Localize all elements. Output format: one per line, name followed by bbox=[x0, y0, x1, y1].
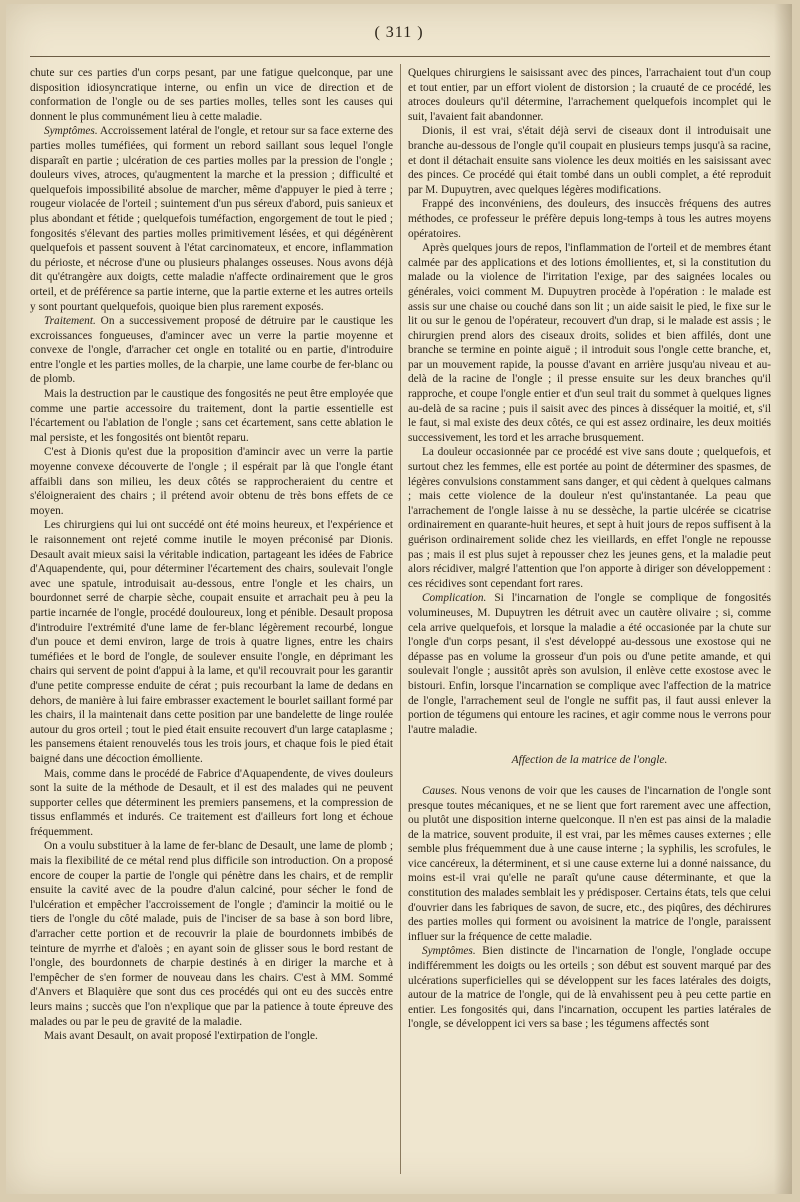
section-title: Affection de la matrice de l'ongle. bbox=[511, 754, 668, 767]
paragraph-text: Frappé des inconvéniens, des douleurs, des insuccès fréquens des autres méthodes, ce professeur le préfère depuis long-temps à tous les autres moyens opératoires. bbox=[408, 198, 771, 240]
newspaper-page bbox=[6, 4, 792, 1194]
header-rule bbox=[30, 56, 770, 57]
paragraph-text: Si l'incarnation de l'ongle se complique de fongosités volumineuses, M. Dupuytren les détruit avec un cautère olivaire ; si, comme cela arrive quelquefois, et lorsque la maladie a été occasionée par la chute sur l'ongle d'un corps pesant, il s'est développé au-dessous une exostose qui ne dépasse pas en volume la grosseur d'un pois ou d'une petite amande, et qui soulevait l'ongle ; aussitôt après son avulsion, il enlève cette exostose avec le bistouri. Enfin, lorsque l'incarnation se complique avec l'affection de la matrice de l'ongle, l'arrachement seul de l'ongle ne suffit pas, il faut aussi enlever la portion de tégumens qui entoure les racines, et agir comme nous le verrons pour l'autre maladie. bbox=[408, 592, 771, 736]
paragraph-text: Nous venons de voir que les causes de l'incarnation de l'ongle sont presque toutes mécaniques, et ne se lient que fort rarement avec une affection, ou plutôt une disposition interne quelconque. Il n'en est pas ainsi de la maladie de la matrice, souvent produite, il est vrai, par les mêmes causes externes ; elle semble plus fréquemment due à une cause interne ; la syphilis, les scrofules, le vice cancéreux, la déterminent, et si une cause externe lui a donné naissance, du moins est-il vrai qu'elle ne paraît qu'une cause déterminante, et que la constitution des malades semblait les y prédisposer. Certains états, tels que celui d'ouvrier dans les fabriques de savon, de sucre, etc., des piqûres, des déchirures des parties molles qui forment ou avoisinent la matrice de l'ongle, paraissent influer sur la fréquence de cette maladie. bbox=[408, 784, 771, 943]
paragraph-text: On a voulu substituer à la lame de fer-blanc de Desault, une lame de plomb ; mais la flexibilité de ce métal rend plus difficile son introduction. On a proposé encore de couper la partie de l'ongle qui pénètre dans les chairs, et de remplir ensuite la cavité avec de la poudre d'alun calciné, pour sécher le fond de l'ulcération et empêcher l'accroissement de l'ongle ; d'amincir la moitié ou le tiers de l'ongle du côté malade, puis de l'inciser de sa base à son bord libre, d'arracher cette portion et de recouvrir la plaie de bourdonnets imbibés de teinture de myrrhe et d'aloès ; en ayant soin de glisser sous le bord restant de l'ongle, des bourdonnets de charpie destinés à en diriger la marche et à l'empêcher de s'en former de nouveau dans les chairs. C'est à MM. Sommé d'Anvers et Blaquière que sont dus ces procédés qui ont eu des succès entre leurs mains ; succès que l'on n'explique que par la patience à toute épreuve des malades ou par le peu de gravité de la maladie. bbox=[30, 840, 393, 1028]
paragraph bbox=[30, 518, 393, 766]
paragraph-text: On a successivement proposé de détruire par le caustique les excroissances fongueuses, d'amincer avec un verre la partie moyenne et convexe de l'ongle, d'arracher cet ongle en totalité ou en partie, d'introduire entre l'ongle et les parties molles, de la charpie, une lame courbe de fer-blanc ou de plomb. bbox=[30, 315, 393, 386]
paragraph-text: Mais la destruction par le caustique des fongosités ne peut être employée que comme une partie accessoire du traitement, dont la partie essentielle est l'écartement ou l'ablation de l'ongle ; sans cet écartement, sans cette ablation le mal persiste, et les fongosités ont bientôt reparu. bbox=[30, 388, 393, 444]
paragraph-text: Mais, comme dans le procédé de Fabrice d'Aquapendente, de vives douleurs sont la suite de la méthode de Desault, et il est des malades qui ne peuvent supporter celles que déterminent les premiers pansemens, et la compression de tissus enflammés et indurés. Ce traitement est d'ailleurs fort long et échoue fréquemment. bbox=[30, 767, 393, 838]
paragraph bbox=[30, 1029, 393, 1044]
section-label: Causes. bbox=[422, 784, 458, 797]
right-column bbox=[408, 66, 771, 1032]
paragraph bbox=[30, 445, 393, 518]
section-label: Complication. bbox=[422, 592, 487, 605]
column-divider bbox=[400, 64, 401, 1174]
paragraph bbox=[408, 591, 771, 737]
left-column bbox=[30, 66, 393, 1044]
paragraph-text: Bien distincte de l'incarnation de l'ongle, l'onglade occupe indifféremment les doigts ou les orteils ; son début est souvent marqué par des ulcérations superficielles qui se développent sur les faces latérales des doigts, autour de la matrice de l'ongle, qui de là envahissent peu à peu cette partie en entier. Les fongosités qui, dans l'incarnation, occupent les parties latérales de l'ongle, se développent ici vers sa base ; les tégumens affectés sont bbox=[408, 945, 771, 1031]
paragraph bbox=[30, 124, 393, 314]
paragraph bbox=[30, 387, 393, 445]
paragraph bbox=[408, 784, 771, 945]
paragraph-text: chute sur ces parties d'un corps pesant, par une fatigue quelconque, par une disposition idiosyncratique interne, ou enfin un vice de direction et de conformation de l'ongle ou de ses parties molles, telles sont les causes qui donnent le plus communément lieu à cette maladie. bbox=[30, 67, 393, 123]
paragraph-text: Les chirurgiens qui lui ont succédé ont été moins heureux, et l'expérience et le raisonnement ont rejeté comme inutile le moyen préconisé par Dionis. Desault avait mieux saisi la véritable indication, partageant les idées de Fabrice d'Aquapendente, qui, pour déterminer l'écartement des chairs, soulevait l'ongle avec une spatule, introduisait au-dessous, entre l'ongle et les chairs, un bourdonnet serré de charpie sèche, coupait ensuite et arrachait peu à peu la partie incarnée de l'ongle, procédé douloureux, long et pénible. Desault proposa d'introduire l'extrémité d'une lame de fer-blanc légèrement recourbé, longue d'un pouce et demi environ, large de trois à quatre lignes, entre les chairs tuméfiées et le bord de l'ongle, de soulever ensuite l'ongle, en déprimant les chairs qui servent de point d'appui à la lame, et qu'il recouvrait pour les garantir d'une petite compresse enduite de cérat ; puis recourbant la lame de dedans en dehors, de manière à lui faire embrasser exactement le bourlet saillant formé par les chairs, il la maintenait dans cette position par une bandelette de linge roulée autour du gros orteil ; tout le pied était ensuite recouvert d'un large cataplasme ; les pansemens étaient renouvelés tous les trois jours, et chaque fois le pied était baigné dans une décoction émolliente. bbox=[30, 519, 393, 765]
paragraph-text: La douleur occasionnée par ce procédé est vive sans doute ; quelquefois, et surtout chez les femmes, elle est portée au point de déterminer des spasmes, de légères convulsions constamment sans danger, et qui cèdent à quelques calmans ; mais cette violence de la douleur n'est qu'instantanée. La peau que l'arrachement de l'ongle laisse à nu se dessèche, la partie ulcérée se cicatrise ordinairement en quarante-huit heures, et sept à huit jours de repos suffisent à la guérison ordinairement solide chez les vieillards, en effet l'ongle ne repousse pas ; mais il est plus sujet à repousser chez les jeunes gens, et la maladie peut alors récidiver, malgré l'attention que l'on apporte à diriger son développement : ces récidives sont cependant fort rares. bbox=[408, 446, 771, 590]
paragraph-text: Accroissement latéral de l'ongle, et retour sur sa face externe des parties molles tuméfiées, qui forment un rebord saillant sous lequel l'ongle disparaît en partie ; ulcération de ces parties molles par la pression de l'ongle ; douleurs vives, atroces, qu'augmentent la marche et la pression ; difficulté et quelquefois impossibilité absolue de marcher, même d'appuyer le pied à terre ; rougeur violacée de l'orteil ; suintement d'un pus séreux d'abord, puis sanieux et plus abondant et fétide ; quelquefois tuméfaction, engorgement de tout le pied ; fongosités s'élevant des parties molles primitivement lésées, et qui dégénèrent quelquefois et passent souvent à l'état carcinomateux, et encore, inflammation du périoste, et nécrose d'une ou plusieurs phalanges osseuses. Nous avons déjà dit qu'étrangère aux doigts, cette maladie n'affecte ordinairement que le gros orteil, et de préférence sa partie interne, que la partie externe et les autres orteils y sont pourtant quelquefois, quoique bien plus rarement exposés. bbox=[30, 125, 393, 313]
paragraph-text: Après quelques jours de repos, l'inflammation de l'orteil et de membres étant calmée par des applications et des lotions émollientes, et, si la constitution du malade ou la violence de l'irritation l'exige, par des saignées locales ou générales, voici comment M. Dupuytren procède à l'opération : le malade est assis sur une chaise ou couché dans son lit ; un aide saisit le pied, le fixe sur le lit ou sur le genou de l'opérateur, recouvert d'un drap, si le malade est assis ; le chirurgien prend alors des ciseaux droits, solides et bien affilés, dont une branche se termine en pointe aiguë ; il introduit sous l'ongle cette branche, et, par un mouvement rapide, la pousse d'avant en arrière jusqu'au niveau et au-delà de la racine de l'ongle ; il presse ensuite sur les deux branches qu'il rapproche, et coupe l'ongle entier et d'un seul trait du sommet à quelques lignes au-delà de sa racine ; puis il saisit avec des pinces à disséquer la moitié, et, s'il le faut, si mal existe des deux côtés, ce qui est assez ordinaire, les deux moitiés successivement, les tord et les arrache brusquement. bbox=[408, 242, 771, 444]
paragraph-text: Mais avant Desault, on avait proposé l'extirpation de l'ongle. bbox=[44, 1030, 318, 1043]
section-label: Symptômes. bbox=[422, 945, 476, 958]
section-label: Symptômes. bbox=[44, 125, 98, 138]
page-number: ( 311 ) bbox=[374, 24, 424, 41]
paragraph bbox=[408, 197, 771, 241]
paragraph bbox=[30, 839, 393, 1029]
paragraph bbox=[30, 66, 393, 124]
paragraph bbox=[408, 124, 771, 197]
paragraph bbox=[408, 66, 771, 124]
paragraph bbox=[408, 445, 771, 591]
paragraph-text: C'est à Dionis qu'est due la proposition d'amincir avec un verre la partie moyenne convexe découverte de l'ongle ; il espérait par là que l'ongle étant affaibli dans son milieu, les deux côtés se rapprocheraient du centre et s'éloigneraient des chairs ; il prétend avoir obtenu de très bons effets de ce moyen. bbox=[30, 446, 393, 517]
paragraph bbox=[408, 944, 771, 1032]
paragraph bbox=[408, 241, 771, 445]
paragraph bbox=[30, 314, 393, 387]
paragraph-text: Quelques chirurgiens le saisissant avec des pinces, l'arrachaient tout d'un coup et tout entier, par un effort violent de distorsion ; la cruauté de ce procédé, les atroces douleurs qu'il détermine, l'arrachement quelquefois incomplet qui le suit, l'avaient fait abandonner. bbox=[408, 67, 771, 123]
page-edge-shadow bbox=[774, 4, 792, 1194]
paragraph bbox=[30, 767, 393, 840]
section-label: Traitement. bbox=[44, 315, 96, 328]
paragraph-text: Dionis, il est vrai, s'était déjà servi de ciseaux dont il introduisait une branche au-dessous de l'ongle qu'il coupait en plusieurs temps jusqu'à sa racine, et dont il détachait ensuite sans violence les deux moitiés en les saisissant avec des pinces. Ce procédé qui était tombé dans un oubli complet, a été reproduit par M. Dupuytren, avec quelques légères modifications. bbox=[408, 125, 771, 196]
